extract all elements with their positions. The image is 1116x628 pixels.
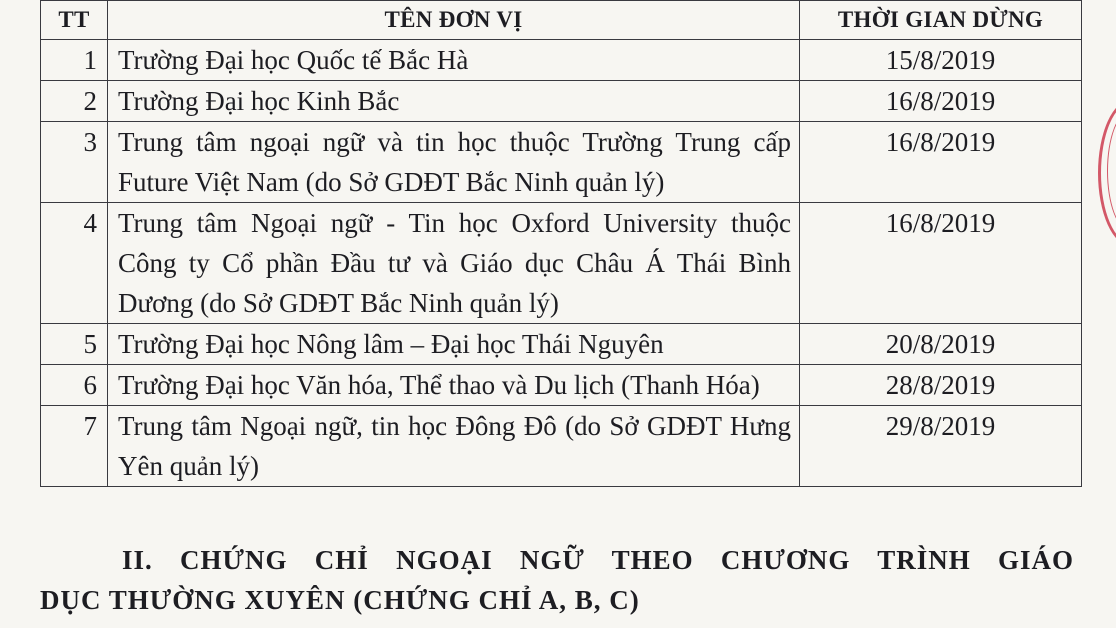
stop-date: 16/8/2019 <box>800 203 1082 324</box>
stop-date: 15/8/2019 <box>800 40 1082 81</box>
row-number: 1 <box>41 40 108 81</box>
table-row <box>41 81 1082 122</box>
header-stop-date: THỜI GIAN DỪNG <box>800 1 1082 40</box>
unit-name: Trường Đại học Văn hóa, Thể thao và Du lịch (Thanh Hóa) <box>108 365 800 406</box>
header-unit-name: TÊN ĐƠN VỊ <box>108 1 800 40</box>
row-number: 2 <box>41 81 108 122</box>
unit-name: Trung tâm Ngoại ngữ - Tin học Oxford University thuộc Công ty Cổ phần Đầu tư và Giáo dục Châu Á Thái Bình Dương (do Sở GDĐT Bắc Ninh quản lý) <box>108 203 800 324</box>
stop-date: 20/8/2019 <box>800 324 1082 365</box>
stopped-units-table <box>40 0 1082 487</box>
table-header-row <box>41 1 1082 40</box>
row-number: 4 <box>41 203 108 324</box>
section-heading-line-2: DỤC THƯỜNG XUYÊN (CHỨNG CHỈ A, B, C) <box>40 585 640 615</box>
stop-date: 16/8/2019 <box>800 122 1082 203</box>
table-row <box>41 122 1082 203</box>
stop-date: 29/8/2019 <box>800 406 1082 487</box>
table-row <box>41 365 1082 406</box>
table-row <box>41 40 1082 81</box>
table-row <box>41 203 1082 324</box>
row-number: 3 <box>41 122 108 203</box>
section-heading-line-1: II. CHỨNG CHỈ NGOẠI NGỮ THEO CHƯƠNG TRÌNH GIÁO <box>122 545 1074 575</box>
unit-name: Trường Đại học Nông lâm – Đại học Thái Nguyên <box>108 324 800 365</box>
unit-name: Trung tâm Ngoại ngữ, tin học Đông Đô (do Sở GDĐT Hưng Yên quản lý) <box>108 406 800 487</box>
unit-name: Trường Đại học Quốc tế Bắc Hà <box>108 40 800 81</box>
section-heading <box>40 540 1074 620</box>
red-stamp-seal <box>1098 100 1116 246</box>
unit-name: Trường Đại học Kinh Bắc <box>108 81 800 122</box>
row-number: 5 <box>41 324 108 365</box>
unit-name: Trung tâm ngoại ngữ và tin học thuộc Trường Trung cấp Future Việt Nam (do Sở GDĐT Bắc Ninh quản lý) <box>108 122 800 203</box>
stop-date: 16/8/2019 <box>800 81 1082 122</box>
row-number: 7 <box>41 406 108 487</box>
table-row <box>41 324 1082 365</box>
stop-date: 28/8/2019 <box>800 365 1082 406</box>
row-number: 6 <box>41 365 108 406</box>
header-tt: TT <box>41 1 108 40</box>
table-row <box>41 406 1082 487</box>
